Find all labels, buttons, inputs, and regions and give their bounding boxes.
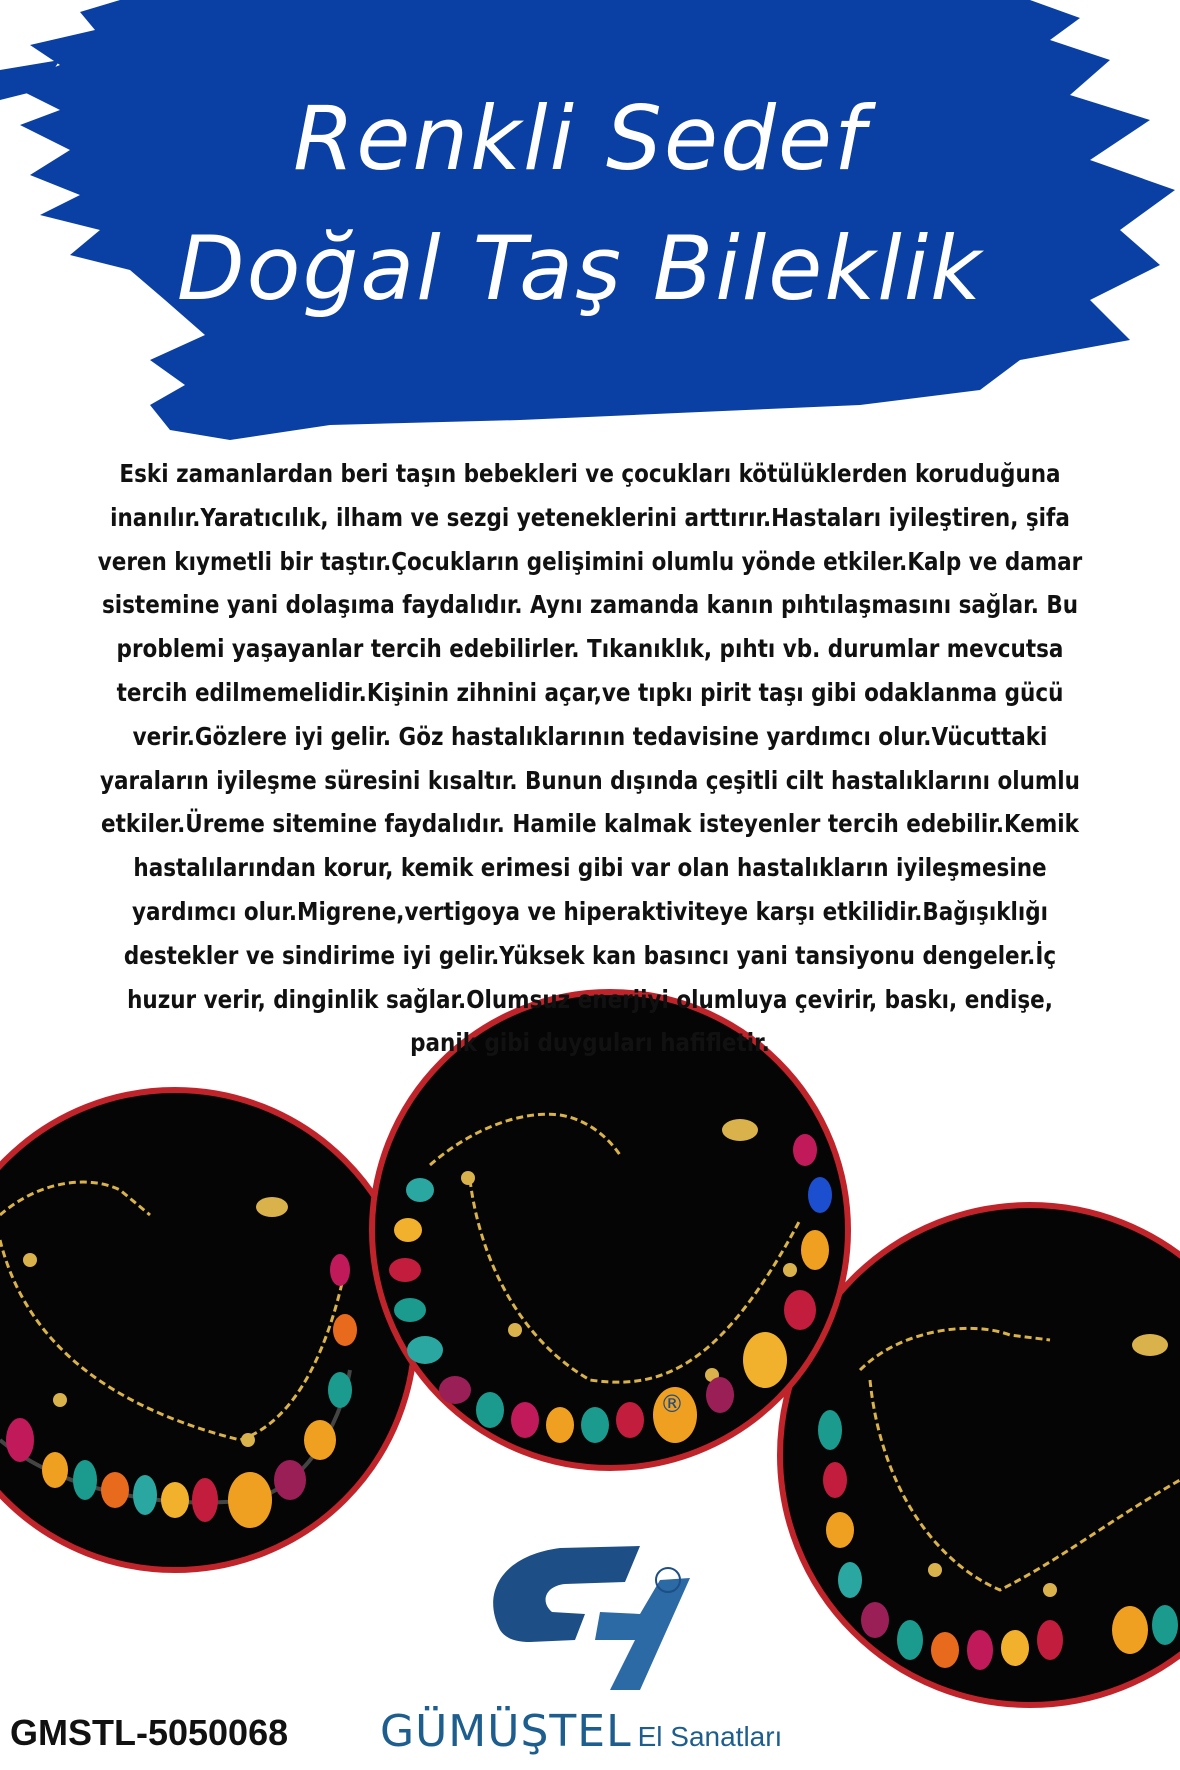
title-line-2: Doğal Taş Bileklik — [176, 217, 984, 320]
brand-wordmark — [380, 1706, 782, 1757]
brand-suffix: El Sanatları — [637, 1721, 783, 1752]
bracelet-photo-left — [0, 1090, 415, 1570]
gumustel-gt-logo-icon — [493, 1546, 690, 1690]
registered-mark: ® — [660, 1390, 684, 1418]
brand-name: GÜMÜŞTEL — [380, 1706, 632, 1757]
title-line-1: Renkli Sedef — [293, 87, 867, 190]
product-code: GMSTL-5050068 — [10, 1712, 289, 1753]
product-description: Eski zamanlardan beri taşın bebekleri ve çocukları kötülüklerden koruduğuna inanılır.Yaratıcılık, ilham ve sezgi yeteneklerini arttırır.Hastaları iyileştiren, şifa veren kıymetli bir taştır.Çocukların gelişimini olumlu yönde etkiler.Kalp ve damar sistemine yani dolaşıma faydalıdır. Aynı zamanda kanın pıhtılaşmasını sağlar. Bu problemi yaşayanlar tercih edebilirler. Tıkanıklık, pıhtı vb. durumlar mevcutsa tercih edilmemelidir.Kişinin zihnini açar,ve tıpkı pirit taşı gibi odaklanma gücü verir.Gözlere iyi gelir. Göz hastalıklarının tedavisine yardımcı olur.Vücuttaki yaraların iyileşme süresini kısaltır. Bunun dışında çeşitli cilt hastalıklarını olumlu etkiler.Üreme sitemine faydalıdır. Hamile kalmak isteyenler tercih edebilir.Kemik hastalılarından korur, kemik erimesi gibi var olan hastalıkların iyileşmesine yardımcı olur.Migrene,vertigoya ve hiperaktiviteye karşı etkilidir.Bağışıklığı destekler ve sindirime iyi gelir.Yüksek kan basıncı yani tansiyonu dengeler.İç huzur verir, dinginlik sağlar.Olumsuz enerjiyi olumluya çevirir, baskı, endişe, panik gibi duyguları hafifletir. — [97, 459, 1083, 1058]
